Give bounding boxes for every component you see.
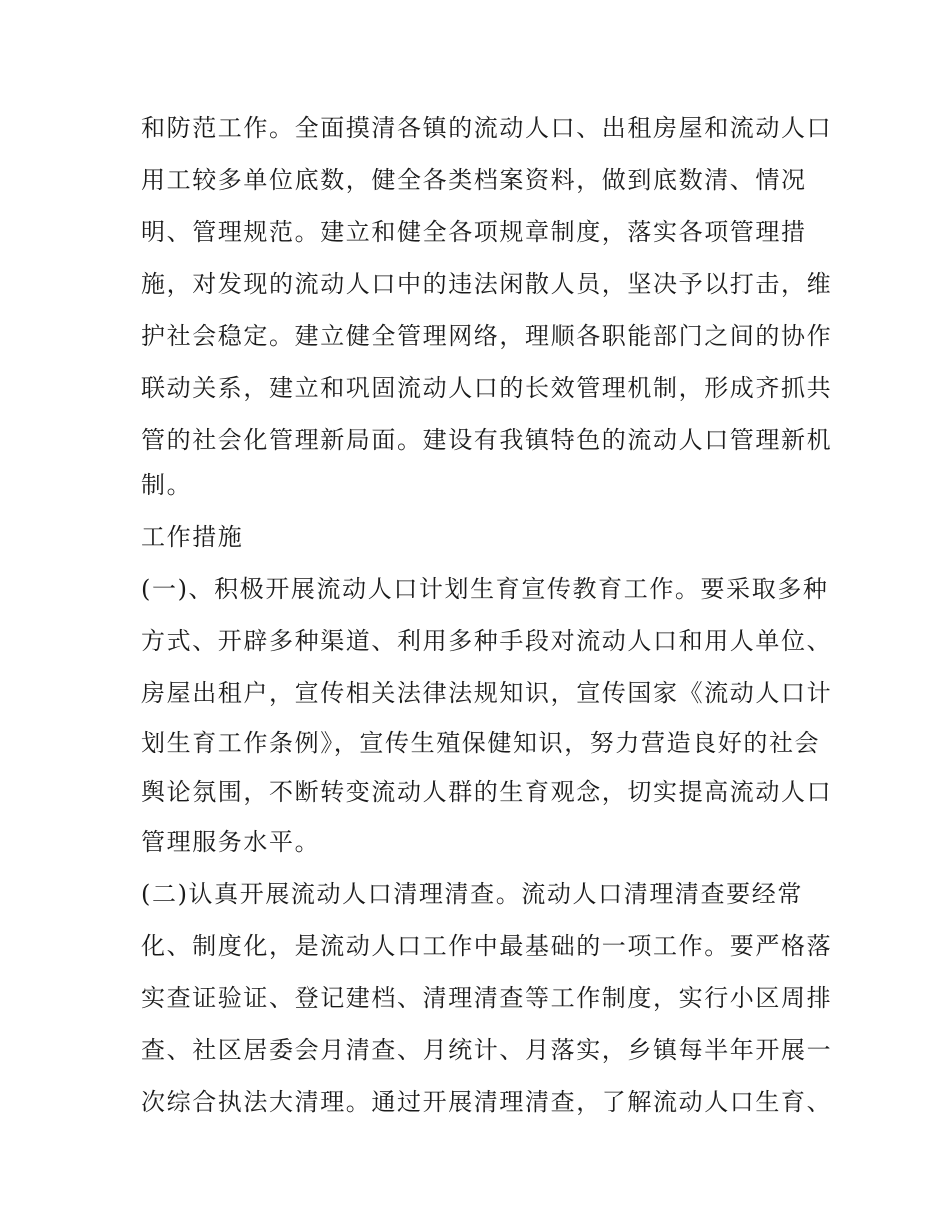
text-line: 联动关系，建立和巩固流动人口的长效管理机制，形成齐抓共 — [141, 374, 833, 402]
text-line: 舆论氛围，不断转变流动人群的生育观念，切实提高流动人口 — [141, 778, 833, 806]
text-line: 方式、开辟多种渠道、利用多种手段对流动人口和用人单位、 — [141, 627, 833, 655]
text-line: (二)认真开展流动人口清理清查。流动人口清理清查要经常 — [141, 880, 803, 908]
text-line: 和防范工作。全面摸清各镇的流动人口、出租房屋和流动人口 — [141, 114, 833, 142]
text-line: 管理服务水平。 — [141, 828, 321, 856]
text-line: 实查证验证、登记建档、清理清查等工作制度，实行小区周排 — [141, 984, 833, 1012]
text-line: 管的社会化管理新局面。建设有我镇特色的流动人口管理新机 — [141, 426, 833, 454]
text-line: 划生育工作条例》，宣传生殖保健知识，努力营造良好的社会 — [141, 729, 821, 757]
text-line: 施，对发现的流动人口中的违法闲散人员，坚决予以打击，维 — [141, 270, 833, 298]
text-line: 明、管理规范。建立和健全各项规章制度，落实各项管理措 — [141, 218, 807, 246]
text-line: 次综合执法大清理。通过开展清理清查，了解流动人口生育、 — [141, 1088, 833, 1116]
section-heading: 工作措施 — [141, 523, 244, 551]
text-line: 护社会稳定。建立健全管理网络，理顺各职能部门之间的协作 — [141, 322, 833, 350]
text-line: 房屋出租户，宣传相关法律法规知识，宣传国家《流动人口计 — [141, 679, 833, 707]
text-line: 制。 — [141, 471, 193, 499]
text-line: 化、制度化，是流动人口工作中最基础的一项工作。要严格落 — [141, 932, 833, 960]
text-line: 用工较多单位底数，健全各类档案资料，做到底数清、情况 — [141, 166, 807, 194]
text-line: (一)、积极开展流动人口计划生育宣传教育工作。要采取多种 — [141, 575, 829, 603]
text-line: 查、社区居委会月清查、月统计、月落实，乡镇每半年开展一 — [141, 1036, 833, 1064]
